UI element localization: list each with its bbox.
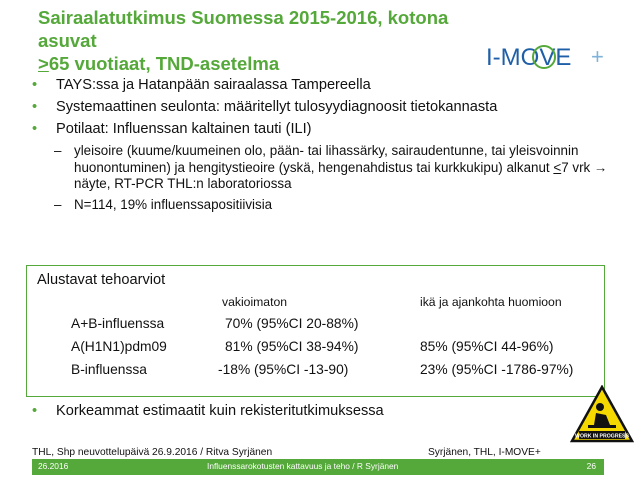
footer-center: Influenssarokotusten kattavuus ja teho / R Syrjänen [207,461,399,471]
bullet-dot-icon: • [32,403,38,419]
row-value-adjusted: 85% (95%CI 44-96%) [420,339,554,354]
page-number: 26 [586,461,596,471]
row-label: B-influenssa [71,362,147,377]
arrow-right-icon: → [593,159,608,175]
column-header-adjusted: ikä ja ajankohta huomioon [420,295,562,309]
sub-bullet-symptoms: – yleisoire (kuume/kuumeinen olo, pään- tai lihassärky, sairaudentunne, tai yleisvoinnin huonontuminen) ja hengitystieoire (yskä, hengenahdistus tai kurkkukipu) alkanut <7 vrk → näyte, RT-PCR THL:n laboratoriossa [54,143,608,191]
badge-text: WORK IN PROGRESS [575,433,629,440]
title-greater-sign: > [38,53,49,74]
logo-text: I-MOVE [486,44,572,71]
bullet-item [32,76,622,95]
footer-source-right: Syrjänen, THL, I-MOVE+ [428,447,541,458]
bullet-dot-icon: • [32,121,38,137]
title-line-1: Sairaalatutkimus Suomessa 2015-2016, kotona asuvat [38,7,449,51]
row-value-unadjusted: 81% (95%CI 38-94%) [225,339,359,354]
bullet-text: Systemaattinen seulonta: määritellyt tulosyydiagnoosit tietokannasta [56,99,498,115]
title-line-2 [38,52,508,75]
bullet-dot-icon: • [32,99,38,115]
bullet-item-conclusion: • Korkeammat estimaatit kuin rekisteritutkimuksessa [32,403,384,419]
row-value-unadjusted: 70% (95%CI 20-88%) [225,316,359,331]
row-label: A+B-influenssa [71,316,165,331]
i-move-logo [486,40,621,74]
footer-date: 26.2016 [38,461,69,471]
footer-source-left: THL, Shp neuvottelupäivä 26.9.2016 / Ritva Syrjänen [32,447,273,458]
slide-title [38,6,508,75]
sub-bullet-count: – N=114, 19% influenssapositiivisia [54,196,273,212]
bullet-text: Potilaat: Influenssan kaltainen tauti (ILI) [56,121,312,137]
row-label: A(H1N1)pdm09 [71,339,167,354]
footer-bar [32,459,604,475]
row-value-adjusted: 23% (95%CI -1786-97%) [420,362,574,377]
bullet-list [32,76,622,213]
logo-plus: + [591,44,604,69]
title-line-2-text: 65 vuotiaat, TND-asetelma [48,53,280,74]
estimates-caption: Alustavat tehoarviot [37,272,166,288]
estimates-box [26,265,605,397]
column-header-unadjusted: vakioimaton [222,295,288,309]
bullet-item [32,120,622,139]
bullet-text: TAYS:ssa ja Hatanpään sairaalassa Tampereella [56,77,371,93]
bullet-dot-icon: • [32,77,38,93]
bullet-item [32,98,622,117]
work-in-progress-sign-icon [570,385,634,445]
row-value-unadjusted: -18% (95%CI -13-90) [218,362,349,377]
